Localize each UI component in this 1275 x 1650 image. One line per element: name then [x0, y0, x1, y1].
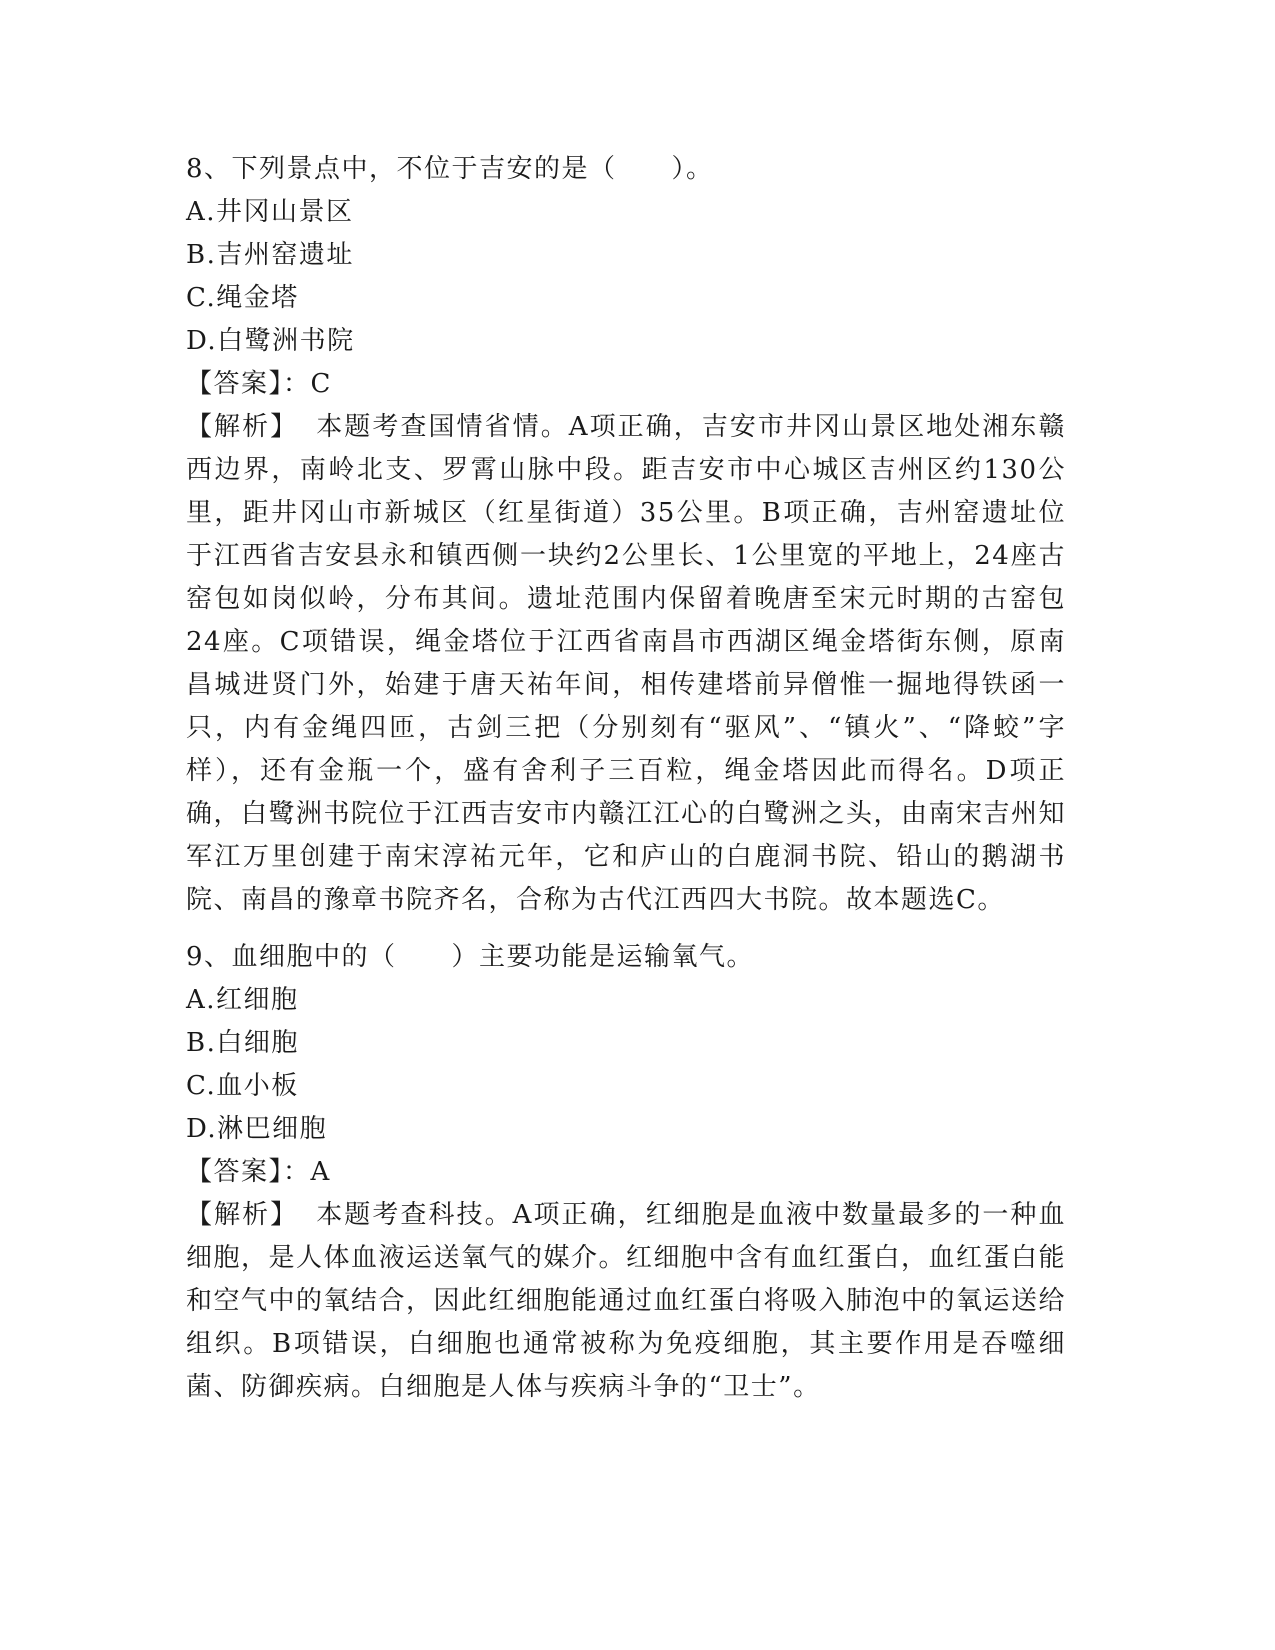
explanation-text: 本题考查国情省情。A项正确，吉安市井冈山景区地处湘东赣西边界，南岭北支、罗霄山脉中段。距吉安市中心城区吉州区约130公里，距井冈山市新城区（红星街道）35公里。B项正确，吉州窑遗址位于江西省吉安县永和镇西侧一块约2公里长、1公里宽的平地上，24座古窑包如岗似岭，分布其间。遗址范围内保留着晚唐至宋元时期的古窑包24座。C项错误，绳金塔位于江西省南昌市西湖区绳金塔街东侧，原南昌城进贤门外，始建于唐天祐年间，相传建塔前异僧惟一掘地得铁函一只，内有金绳四匝，古剑三把（分别刻有“驱风”、“镇火”、“降蛟”字样），还有金瓶一个，盛有舍利子三百粒，绳金塔因此而得名。D项正确，白鹭洲书院位于江西吉安市内赣江江心的白鹭洲之头，由南宋吉州知军江万里创建于南宋淳祐元年，它和庐山的白鹿洞书院、铅山的鹅湖书院、南昌的豫章书院齐名，合称为古代江西四大书院。故本题选C。 — [186, 412, 1067, 915]
document-page — [186, 148, 1066, 1409]
question-stem: 8、下列景点中，不位于吉安的是（ ）。 — [186, 154, 714, 184]
question-8 — [186, 148, 1066, 922]
option-d: D.白鹭洲书院 — [186, 326, 355, 356]
answer-line: 【答案】：A — [186, 1157, 331, 1187]
explanation-label: 【解析】 — [186, 1200, 299, 1230]
question-stem: 9、血细胞中的（ ）主要功能是运输氧气。 — [186, 942, 755, 972]
option-d: D.淋巴细胞 — [186, 1114, 328, 1144]
option-a: A.红细胞 — [186, 985, 299, 1015]
explanation — [186, 1194, 1066, 1409]
question-9 — [186, 936, 1066, 1409]
explanation — [186, 406, 1066, 922]
option-a: A.井冈山景区 — [186, 197, 354, 227]
option-b: B.吉州窑遗址 — [186, 240, 354, 270]
option-b: B.白细胞 — [186, 1028, 299, 1058]
answer-line: 【答案】：C — [186, 369, 332, 399]
option-c: C.绳金塔 — [186, 283, 299, 313]
explanation-label: 【解析】 — [186, 412, 299, 442]
explanation-text: 本题考查科技。A项正确，红细胞是血液中数量最多的一种血细胞，是人体血液运送氧气的媒介。红细胞中含有血红蛋白，血红蛋白能和空气中的氧结合，因此红细胞能通过血红蛋白将吸入肺泡中的氧运送给组织。B项错误，白细胞也通常被称为免疫细胞，其主要作用是吞噬细菌、防御疾病。白细胞是人体与疾病斗争的“卫士”。 — [186, 1200, 1067, 1402]
option-c: C.血小板 — [186, 1071, 299, 1101]
